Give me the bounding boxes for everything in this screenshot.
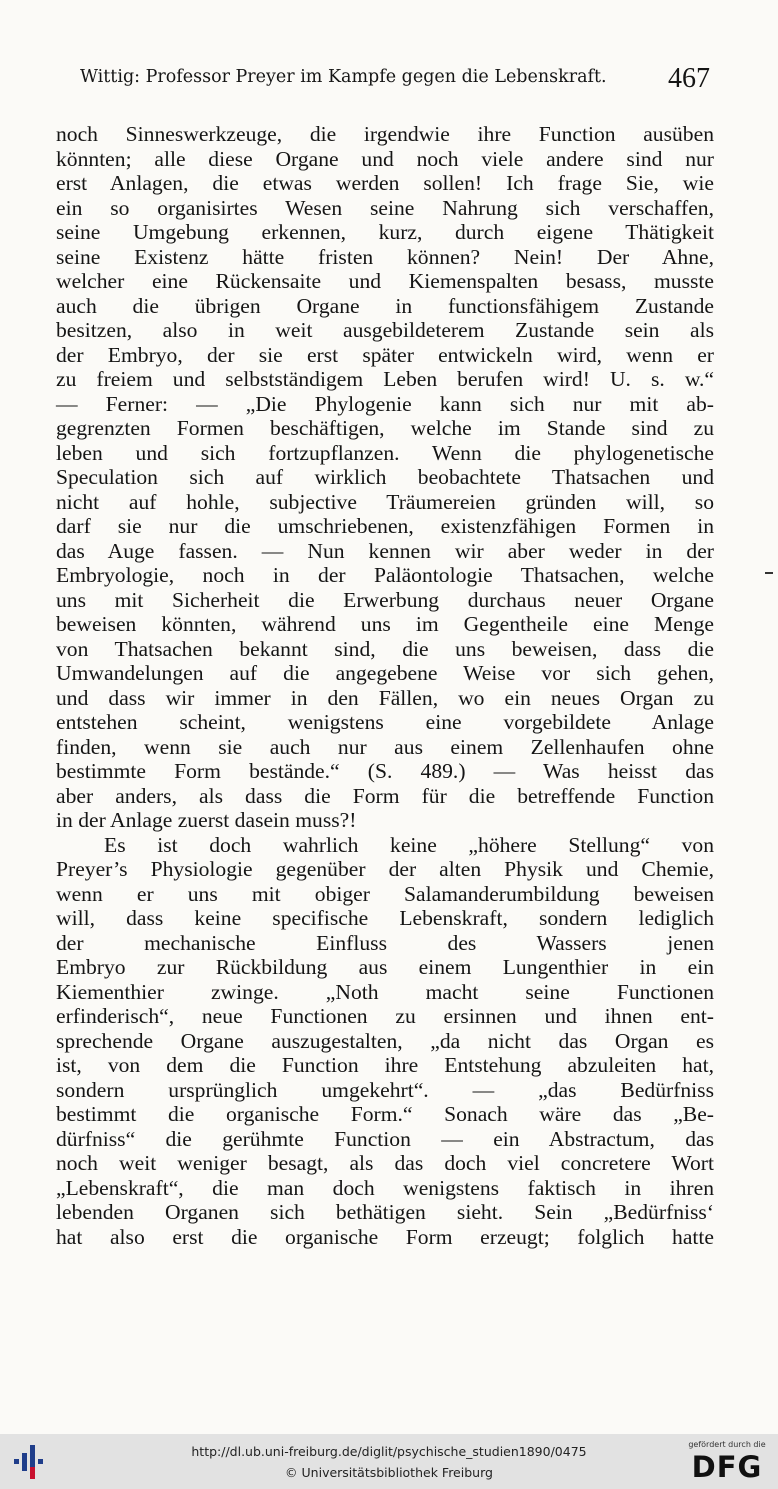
text-line: nicht auf hohle, subjective Träumereien gründen will, so (56, 489, 714, 514)
text-line: Umwandelungen auf die angegebene Weise vor sich gehen, (56, 661, 714, 685)
text-line: sondern ursprünglich umgekehrt“. — „das Bedürfniss (56, 1077, 714, 1102)
text-line: wenn er uns mit obiger Salamanderumbildung beweisen (56, 881, 714, 906)
text-line: erfinderisch“, neue Functionen zu ersinnen und ihnen ent- (56, 1004, 714, 1028)
text-line: könnten; alle diese Organe und noch viele andere sind nur (56, 146, 714, 171)
text-line: seine Umgebung erkennen, kurz, durch eigene Thätigkeit (56, 220, 714, 244)
page-number: 467 (668, 63, 710, 94)
text-line: und dass wir immer in den Fällen, wo ein neues Organ zu (56, 685, 714, 710)
text-line: hat also erst die organische Form erzeugt; folglich hatte (56, 1224, 714, 1249)
text-line: bestimmte Form bestände.“ (S. 489.) — Was heisst das (56, 759, 714, 783)
viewer-footer (0, 1434, 778, 1489)
text-line: darf sie nur die umschriebenen, existenzfähigen Formen in (56, 514, 714, 538)
text-line: der Embryo, der sie erst später entwickeln wird, wenn er (56, 342, 714, 367)
body-text (56, 122, 714, 1249)
text-line: dürfniss“ die gerühmte Function — ein Abstractum, das (56, 1126, 714, 1151)
text-line: lebenden Organen sich bethätigen sieht. Sein „Bedürfniss‘ (56, 1200, 714, 1224)
text-line: Embryo zur Rückbildung aus einem Lungenthier in ein (56, 955, 714, 979)
running-head: Wittig: Professor Preyer im Kampfe gegen die Lebenskraft. (80, 67, 607, 87)
text-line: ein so organisirtes Wesen seine Nahrung sich verschaffen, (56, 195, 714, 220)
text-line: zu freiem und selbstständigem Leben berufen wird! U. s. w.“ (56, 367, 714, 391)
text-line: noch weit weniger besagt, als das doch viel concretere Wort (56, 1151, 714, 1175)
text-line: auch die übrigen Organe in functionsfähigem Zustande (56, 293, 714, 318)
copyright-notice: © Universitätsbibliothek Freiburg (285, 1465, 493, 1480)
text-line: welcher eine Rückensaite und Kiemenspalten besass, musste (56, 269, 714, 293)
permalink[interactable]: http://dl.ub.uni-freiburg.de/diglit/psychische_studien1890/0475 (191, 1444, 587, 1459)
text-line: „Lebenskraft“, die man doch wenigstens faktisch in ihren (56, 1175, 714, 1200)
text-line: aber anders, als dass die Form für die betreffende Function (56, 783, 714, 808)
text-line: erst Anlagen, die etwas werden sollen! Ich frage Sie, wie (56, 171, 714, 195)
text-line: noch Sinneswerkzeuge, die irgendwie ihre Function ausüben (56, 122, 714, 146)
text-line: — Ferner: — „Die Phylogenie kann sich nur mit ab- (56, 391, 714, 416)
dfg-logo (684, 1440, 770, 1484)
text-line: will, dass keine specifische Lebenskraft, sondern lediglich (56, 906, 714, 930)
text-line: beweisen könnten, während uns im Gegentheile eine Menge (56, 612, 714, 636)
text-line: Embryologie, noch in der Paläontologie Thatsachen, welche (56, 563, 714, 587)
funder-name: DFG (691, 1450, 763, 1484)
funder-caption: gefördert durch die (688, 1440, 766, 1449)
text-line: bestimmt die organische Form.“ Sonach wäre das „Be- (56, 1102, 714, 1126)
margin-dash (765, 572, 773, 574)
text-line: leben und sich fortzupflanzen. Wenn die phylogenetische (56, 440, 714, 465)
text-line: das Auge fassen. — Nun kennen wir aber weder in der (56, 538, 714, 563)
text-line: Kiementhier zwinge. „Noth macht seine Functionen (56, 979, 714, 1004)
text-line: gegrenzten Formen beschäftigen, welche im Stande sind zu (56, 416, 714, 440)
text-line: sprechende Organe auszugestalten, „da nicht das Organ es (56, 1028, 714, 1053)
text-line: Speculation sich auf wirklich beobachtete Thatsachen und (56, 465, 714, 489)
text-line: in der Anlage zuerst dasein muss?! (56, 808, 357, 832)
text-line: finden, wenn sie auch nur aus einem Zellenhaufen ohne (56, 734, 714, 759)
text-line: Es ist doch wahrlich keine „höhere Stellung“ von (104, 832, 714, 857)
text-line: entstehen scheint, wenigstens eine vorgebildete Anlage (56, 710, 714, 734)
text-line: seine Existenz hätte fristen können? Nein! Der Ahne, (56, 244, 714, 269)
text-line: von Thatsachen bekannt sind, die uns beweisen, dass die (56, 636, 714, 661)
text-line: uns mit Sicherheit die Erwerbung durchaus neuer Organe (56, 587, 714, 612)
text-line: der mechanische Einfluss des Wassers jenen (56, 930, 714, 955)
text-line: Preyer’s Physiologie gegenüber der alten Physik und Chemie, (56, 857, 714, 881)
page-header (58, 63, 718, 99)
text-line: ist, von dem die Function ihre Entstehung abzuleiten hat, (56, 1053, 714, 1077)
text-line: besitzen, also in weit ausgebildeterem Zustande sein als (56, 318, 714, 342)
